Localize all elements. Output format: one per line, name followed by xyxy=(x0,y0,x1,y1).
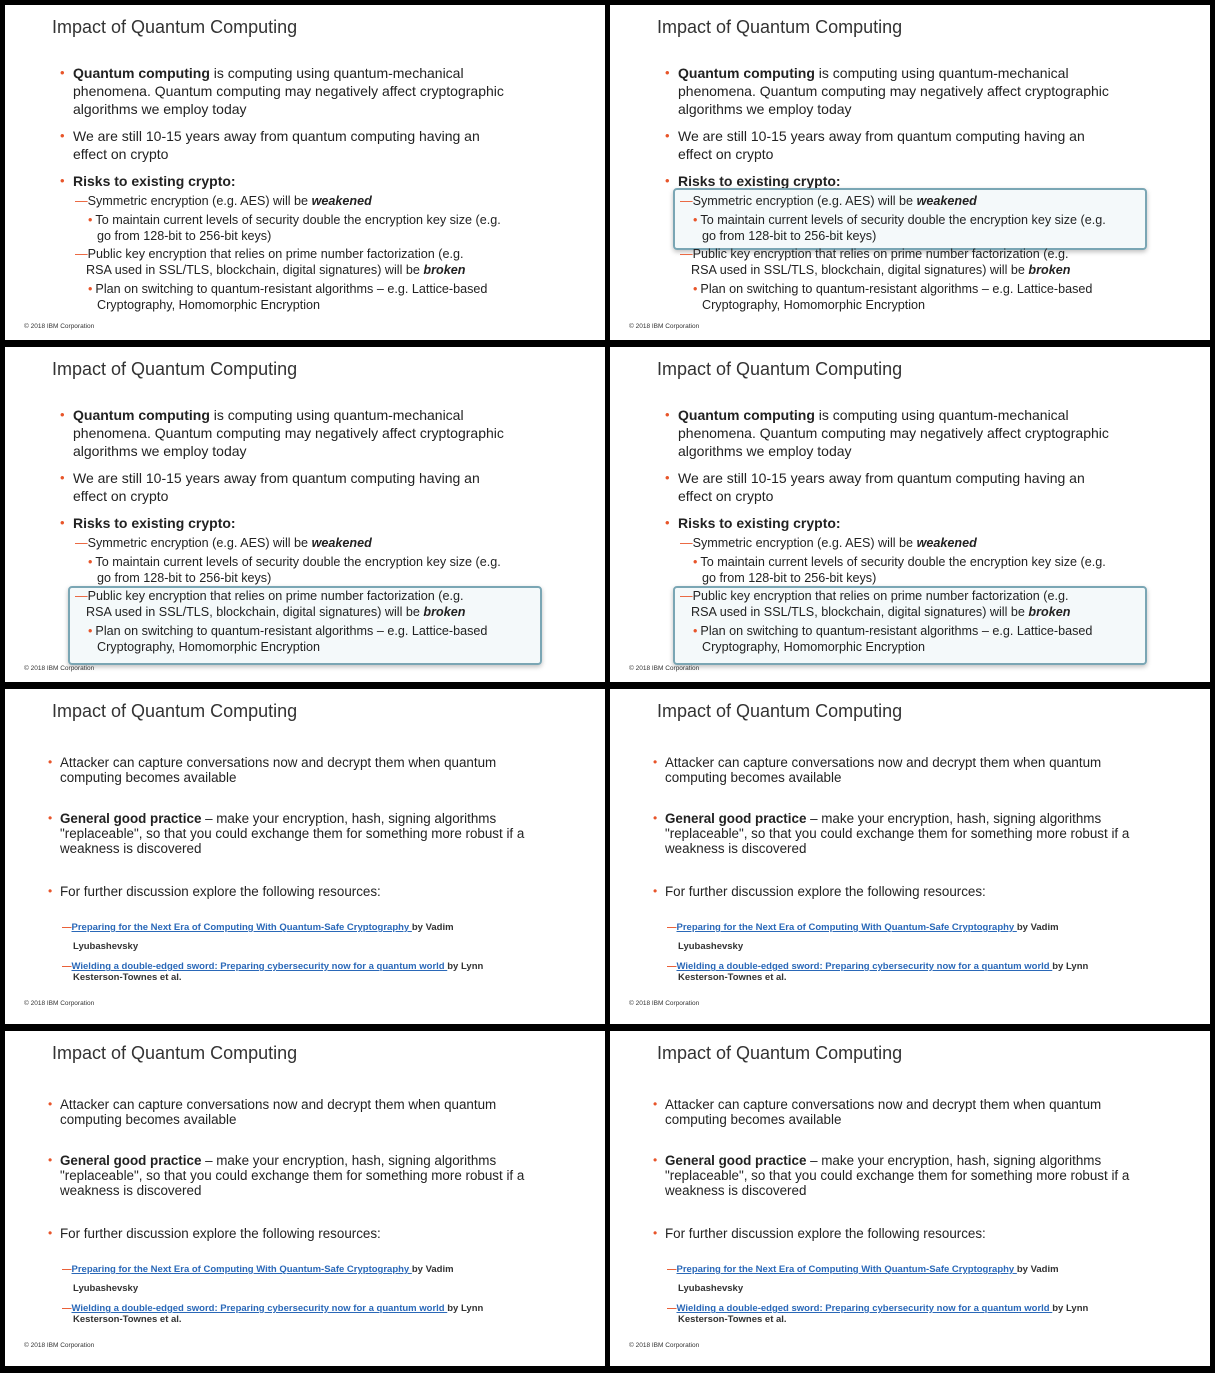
resource-2-author: Kesterson-Townes et al. xyxy=(73,972,182,983)
resource-2: —Wielding a double-edged sword: Preparing cybersecurity now for a quantum world by Lynn xyxy=(667,961,1089,972)
symmetric-encryption-item: —Symmetric encryption (e.g. AES) will be weakened xyxy=(75,194,372,208)
slide-6[interactable]: Impact of Quantum Computing • Attacker can capture conversations now and decrypt them when quantum computing becomes available • General good practice – make your encryption, hash, signing algorithms "replaceable", so that you could exchange them for something more robust if a weakness is discovered • For further discussion explore the following resources: —Preparing for the Next Era of Computing With Quantum-Safe Cryptography by Vadim Lyubashevsky —Wielding a double-edged sword: Preparing cybersecurity now for a quantum world by Lynn Kesterson-Townes et al. © 2018 IBM Corporation xyxy=(610,689,1210,1024)
public-key-sub-item-line2: Cryptography, Homomorphic Encryption xyxy=(702,298,926,312)
slide-5[interactable]: Impact of Quantum Computing • Attacker can capture conversations now and decrypt them when quantum computing becomes available • General good practice – make your encryption, hash, signing algorithms "replaceable", so that you could exchange them for something more robust if a weakness is discovered • For further discussion explore the following resources: —Preparing for the Next Era of Computing With Quantum-Safe Cryptography by Vadim Lyubashevsky —Wielding a double-edged sword: Preparing cybersecurity now for a quantum world by Lynn Kesterson-Townes et al. © 2018 IBM Corporation xyxy=(5,689,605,1024)
resource-1-link[interactable]: Preparing for the Next Era of Computing With Quantum-Safe Cryptography xyxy=(71,922,412,933)
slide-title: Impact of Quantum Computing xyxy=(52,1043,298,1063)
copyright: © 2018 IBM Corporation xyxy=(629,1342,700,1349)
public-key-item: —Public key encryption that relies on prime number factorization (e.g. xyxy=(680,589,1069,603)
public-key-sub-item: • Plan on switching to quantum-resistant algorithms – e.g. Lattice-based xyxy=(88,282,488,296)
resource-1-author: Lyubashevsky xyxy=(73,1283,139,1294)
resource-2-link[interactable]: Wielding a double-edged sword: Preparing cybersecurity now for a quantum world xyxy=(71,961,448,972)
public-key-item-line2: RSA used in SSL/TLS, blockchain, digital signatures) will be broken xyxy=(86,605,466,619)
symmetric-sub-item: • To maintain current levels of security double the encryption key size (e.g. xyxy=(88,555,501,569)
resource-2-author: Kesterson-Townes et al. xyxy=(73,1314,182,1325)
public-key-item-line2: RSA used in SSL/TLS, blockchain, digital signatures) will be broken xyxy=(691,605,1071,619)
slide-title: Impact of Quantum Computing xyxy=(52,701,298,721)
symmetric-sub-item-line2: go from 128-bit to 256-bit keys) xyxy=(97,229,272,243)
resource-2-link[interactable]: Wielding a double-edged sword: Preparing cybersecurity now for a quantum world xyxy=(676,961,1053,972)
slide-7[interactable]: Impact of Quantum Computing • Attacker can capture conversations now and decrypt them when quantum computing becomes available • General good practice – make your encryption, hash, signing algorithms "replaceable", so that you could exchange them for something more robust if a weakness is discovered • For further discussion explore the following resources: —Preparing for the Next Era of Computing With Quantum-Safe Cryptography by Vadim Lyubashevsky —Wielding a double-edged sword: Preparing cybersecurity now for a quantum world by Lynn Kesterson-Townes et al. © 2018 IBM Corporation xyxy=(5,1031,605,1366)
symmetric-sub-item-line2: go from 128-bit to 256-bit keys) xyxy=(702,229,877,243)
public-key-item: —Public key encryption that relies on prime number factorization (e.g. xyxy=(75,247,464,261)
public-key-sub-item: • Plan on switching to quantum-resistant algorithms – e.g. Lattice-based xyxy=(88,624,488,638)
slide-2[interactable]: Impact of Quantum Computing • Quantum computing is computing using quantum-mechanical phenomena. Quantum computing may negatively affect cryptographic algorithms we employ today • We are still 10-15 years away from quantum computing having an effect on crypto • Risks to existing crypto: —Symmetric encryption (e.g. AES) will be weakened • To maintain current levels of security double the encryption key size (e.g. go from 128-bit to 256-bit keys) —Public key encryption that relies on prime number factorization (e.g. RSA used in SSL/TLS, blockchain, digital signatures) will be broken • Plan on switching to quantum-resistant algorithms – e.g. Lattice-based Cryptography, Homomorphic Encryption © 2018 IBM Corporation xyxy=(610,5,1210,340)
slide-title: Impact of Quantum Computing xyxy=(657,359,903,379)
symmetric-encryption-item: —Symmetric encryption (e.g. AES) will be weakened xyxy=(680,536,977,550)
copyright: © 2018 IBM Corporation xyxy=(24,1342,95,1349)
public-key-sub-item-line2: Cryptography, Homomorphic Encryption xyxy=(702,640,926,654)
symmetric-sub-item-line2: go from 128-bit to 256-bit keys) xyxy=(97,571,272,585)
resource-2: —Wielding a double-edged sword: Preparing cybersecurity now for a quantum world by Lynn xyxy=(667,1303,1089,1314)
resource-2-link[interactable]: Wielding a double-edged sword: Preparing cybersecurity now for a quantum world xyxy=(71,1303,448,1314)
slide-title: Impact of Quantum Computing xyxy=(52,17,298,37)
copyright: © 2018 IBM Corporation xyxy=(629,1000,700,1007)
resource-2: —Wielding a double-edged sword: Preparing cybersecurity now for a quantum world by Lynn xyxy=(62,961,484,972)
resource-1-author: Lyubashevsky xyxy=(73,941,139,952)
resource-1-link[interactable]: Preparing for the Next Era of Computing With Quantum-Safe Cryptography xyxy=(676,922,1017,933)
symmetric-sub-item-line2: go from 128-bit to 256-bit keys) xyxy=(702,571,877,585)
public-key-sub-item: • Plan on switching to quantum-resistant algorithms – e.g. Lattice-based xyxy=(693,624,1093,638)
slide-3[interactable]: Impact of Quantum Computing • Quantum computing is computing using quantum-mechanical phenomena. Quantum computing may negatively affect cryptographic algorithms we employ today • We are still 10-15 years away from quantum computing having an effect on crypto • Risks to existing crypto: —Symmetric encryption (e.g. AES) will be weakened • To maintain current levels of security double the encryption key size (e.g. go from 128-bit to 256-bit keys) —Public key encryption that relies on prime number factorization (e.g. RSA used in SSL/TLS, blockchain, digital signatures) will be broken • Plan on switching to quantum-resistant algorithms – e.g. Lattice-based Cryptography, Homomorphic Encryption © 2018 IBM Corporation xyxy=(5,347,605,682)
resource-1: —Preparing for the Next Era of Computing With Quantum-Safe Cryptography by Vadim xyxy=(667,922,1059,933)
resource-2: —Wielding a double-edged sword: Preparing cybersecurity now for a quantum world by Lynn xyxy=(62,1303,484,1314)
public-key-sub-item-line2: Cryptography, Homomorphic Encryption xyxy=(97,298,321,312)
resource-2-author: Kesterson-Townes et al. xyxy=(678,972,787,983)
copyright: © 2018 IBM Corporation xyxy=(629,323,700,330)
resource-1-author: Lyubashevsky xyxy=(678,1283,744,1294)
slide-title: Impact of Quantum Computing xyxy=(52,359,298,379)
slide-title: Impact of Quantum Computing xyxy=(657,1043,903,1063)
public-key-item-line2: RSA used in SSL/TLS, blockchain, digital signatures) will be broken xyxy=(86,263,466,277)
public-key-item-line2: RSA used in SSL/TLS, blockchain, digital signatures) will be broken xyxy=(691,263,1071,277)
resource-1: —Preparing for the Next Era of Computing With Quantum-Safe Cryptography by Vadim xyxy=(62,922,454,933)
symmetric-encryption-item: —Symmetric encryption (e.g. AES) will be weakened xyxy=(680,194,977,208)
resource-2-author: Kesterson-Townes et al. xyxy=(678,1314,787,1325)
public-key-item: —Public key encryption that relies on prime number factorization (e.g. xyxy=(680,247,1069,261)
slide-8[interactable]: Impact of Quantum Computing • Attacker can capture conversations now and decrypt them when quantum computing becomes available • General good practice – make your encryption, hash, signing algorithms "replaceable", so that you could exchange them for something more robust if a weakness is discovered • For further discussion explore the following resources: —Preparing for the Next Era of Computing With Quantum-Safe Cryptography by Vadim Lyubashevsky —Wielding a double-edged sword: Preparing cybersecurity now for a quantum world by Lynn Kesterson-Townes et al. © 2018 IBM Corporation xyxy=(610,1031,1210,1366)
resource-1: —Preparing for the Next Era of Computing With Quantum-Safe Cryptography by Vadim xyxy=(62,1264,454,1275)
public-key-item: —Public key encryption that relies on prime number factorization (e.g. xyxy=(75,589,464,603)
copyright: © 2018 IBM Corporation xyxy=(24,323,95,330)
symmetric-sub-item: • To maintain current levels of security double the encryption key size (e.g. xyxy=(693,213,1106,227)
copyright: © 2018 IBM Corporation xyxy=(24,1000,95,1007)
slide-4[interactable]: Impact of Quantum Computing • Quantum computing is computing using quantum-mechanical phenomena. Quantum computing may negatively affect cryptographic algorithms we employ today • We are still 10-15 years away from quantum computing having an effect on crypto • Risks to existing crypto: —Symmetric encryption (e.g. AES) will be weakened • To maintain current levels of security double the encryption key size (e.g. go from 128-bit to 256-bit keys) —Public key encryption that relies on prime number factorization (e.g. RSA used in SSL/TLS, blockchain, digital signatures) will be broken • Plan on switching to quantum-resistant algorithms – e.g. Lattice-based Cryptography, Homomorphic Encryption © 2018 IBM Corporation xyxy=(610,347,1210,682)
resource-1-link[interactable]: Preparing for the Next Era of Computing With Quantum-Safe Cryptography xyxy=(71,1264,412,1275)
resource-2-link[interactable]: Wielding a double-edged sword: Preparing cybersecurity now for a quantum world xyxy=(676,1303,1053,1314)
symmetric-sub-item: • To maintain current levels of security double the encryption key size (e.g. xyxy=(693,555,1106,569)
public-key-sub-item-line2: Cryptography, Homomorphic Encryption xyxy=(97,640,321,654)
resource-1: —Preparing for the Next Era of Computing With Quantum-Safe Cryptography by Vadim xyxy=(667,1264,1059,1275)
copyright: © 2018 IBM Corporation xyxy=(24,665,95,672)
slide-title: Impact of Quantum Computing xyxy=(657,17,903,37)
resource-1-link[interactable]: Preparing for the Next Era of Computing With Quantum-Safe Cryptography xyxy=(676,1264,1017,1275)
symmetric-encryption-item: —Symmetric encryption (e.g. AES) will be weakened xyxy=(75,536,372,550)
slide-title: Impact of Quantum Computing xyxy=(657,701,903,721)
symmetric-sub-item: • To maintain current levels of security double the encryption key size (e.g. xyxy=(88,213,501,227)
resource-1-author: Lyubashevsky xyxy=(678,941,744,952)
public-key-sub-item: • Plan on switching to quantum-resistant algorithms – e.g. Lattice-based xyxy=(693,282,1093,296)
slide-1[interactable]: Impact of Quantum Computing • Quantum computing is computing using quantum-mechanical phenomena. Quantum computing may negatively affect cryptographic algorithms we employ today • We are still 10-15 years away from quantum computing having an effect on crypto • Risks to existing crypto: —Symmetric encryption (e.g. AES) will be weakened • To maintain current levels of security double the encryption key size (e.g. go from 128-bit to 256-bit keys) —Public key encryption that relies on prime number factorization (e.g. RSA used in SSL/TLS, blockchain, digital signatures) will be broken • Plan on switching to quantum-resistant algorithms – e.g. Lattice-based Cryptography, Homomorphic Encryption © 2018 IBM Corporation xyxy=(5,5,605,340)
copyright: © 2018 IBM Corporation xyxy=(629,665,700,672)
